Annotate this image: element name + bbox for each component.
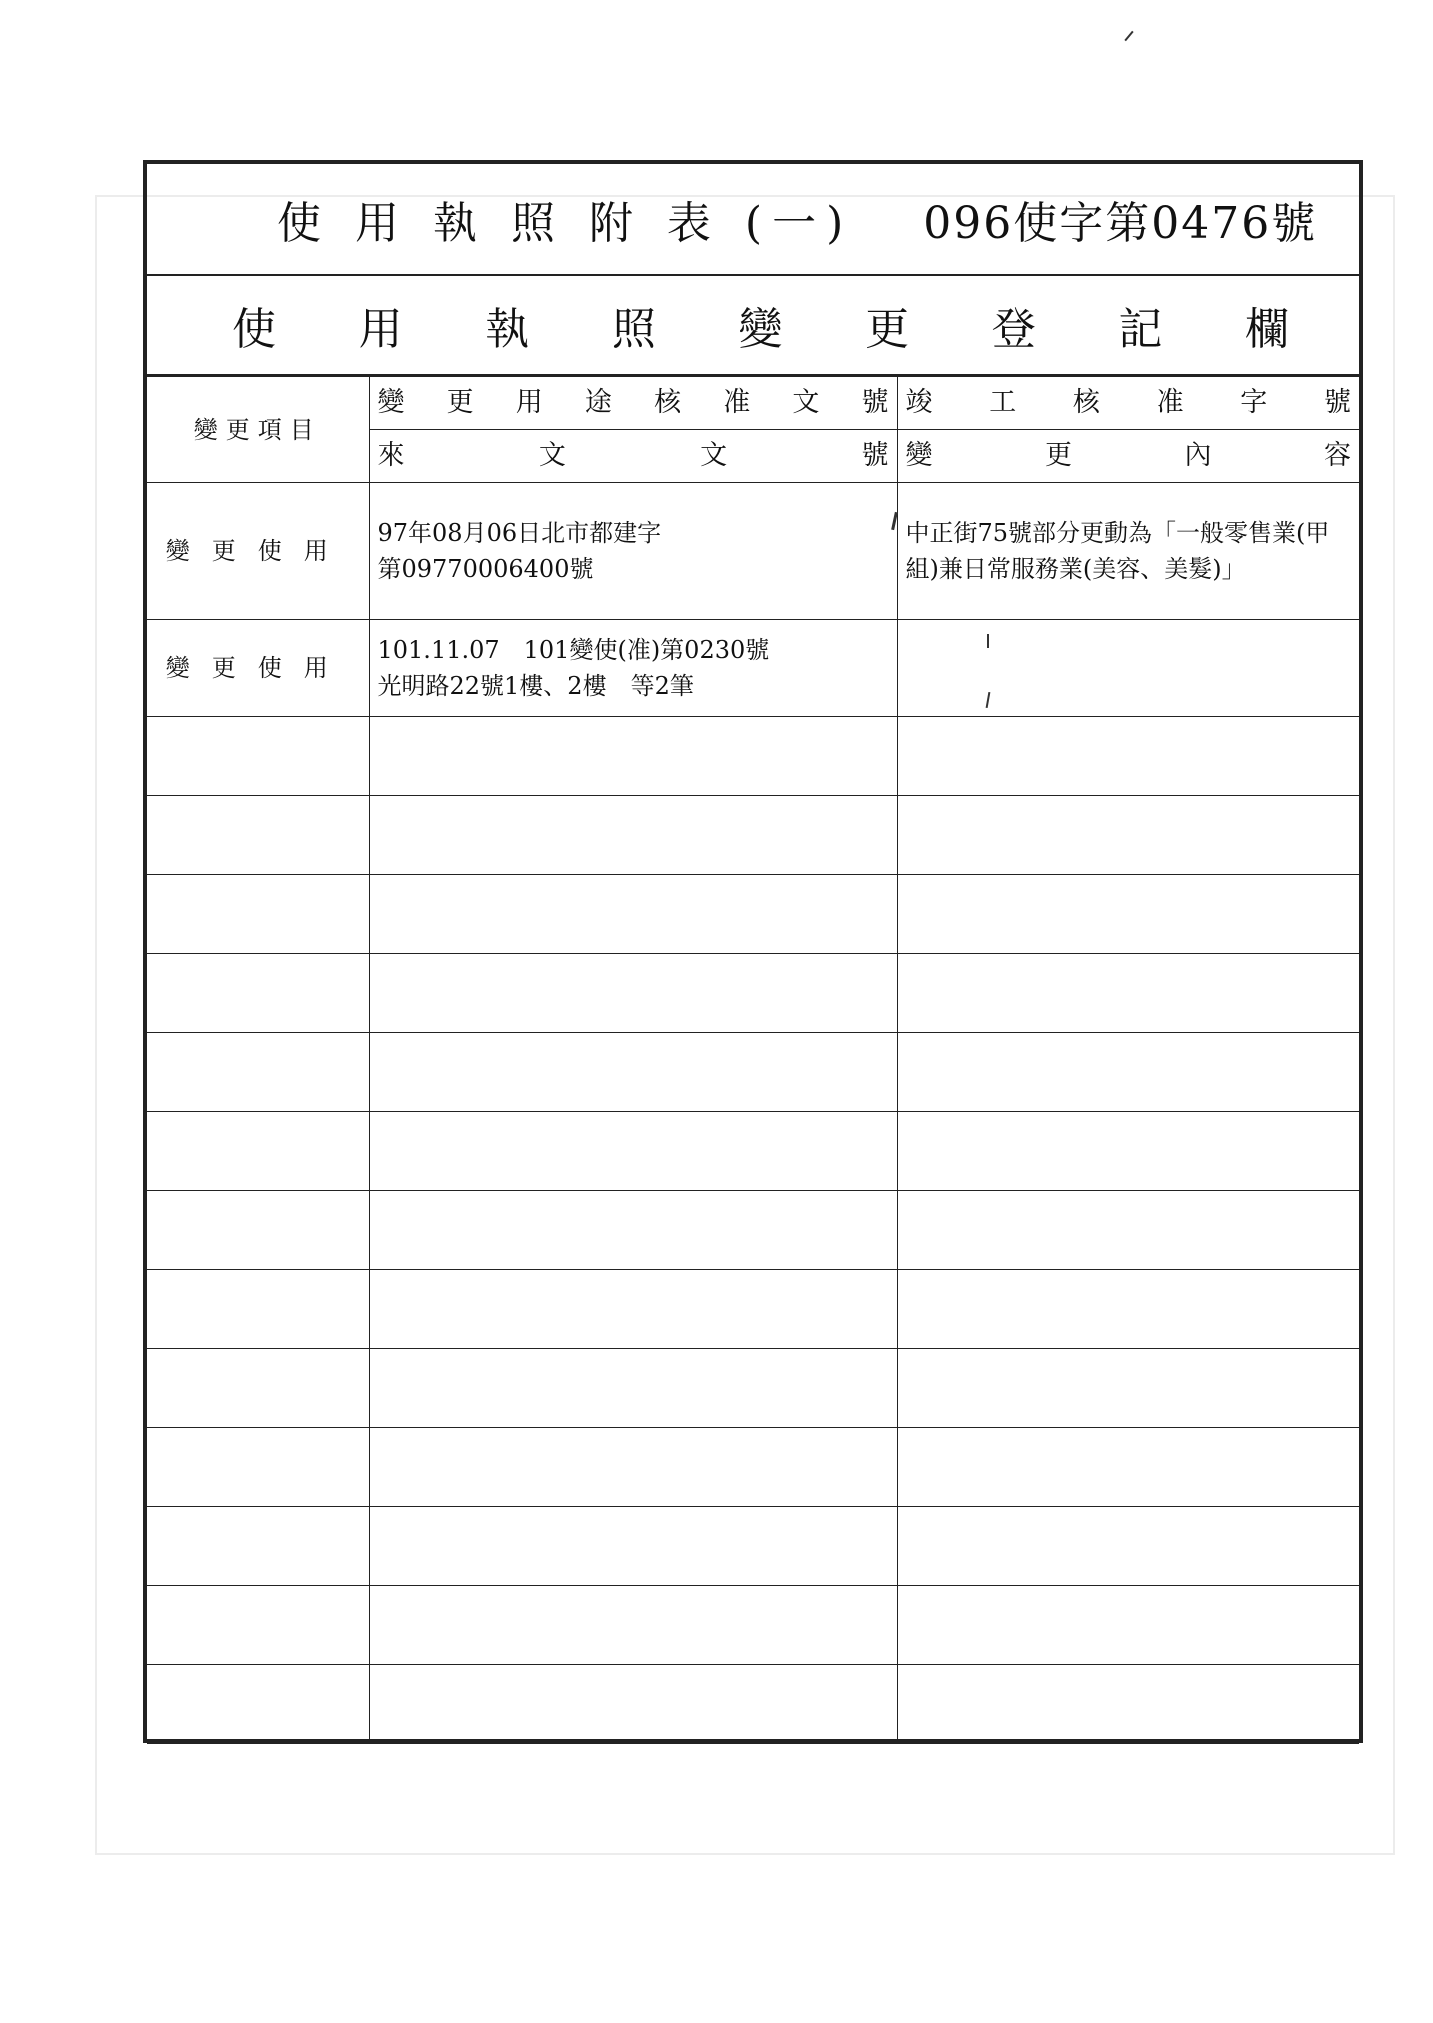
blank-cell: [369, 1507, 897, 1586]
blank-cell: [147, 954, 369, 1033]
header-char: 用: [515, 387, 543, 418]
record-document: [369, 620, 897, 717]
subtitle-char: 變: [738, 304, 783, 355]
header-char: 內: [1184, 440, 1212, 471]
subtitle-char: 用: [358, 304, 403, 355]
change-record-table: [147, 376, 1359, 1744]
blank-cell: [147, 1349, 369, 1428]
header-char: 更: [1045, 440, 1072, 471]
header-approval-no: [369, 377, 897, 430]
blank-cell: [147, 796, 369, 875]
blank-cell: [369, 1191, 897, 1270]
blank-cell: [369, 1270, 897, 1349]
blank-cell: [369, 875, 897, 954]
header-char: 文: [700, 440, 728, 471]
blank-row: [147, 1349, 1359, 1428]
header-char: 核: [654, 387, 682, 418]
blank-cell: [369, 954, 897, 1033]
blank-row: [147, 1191, 1359, 1270]
header-char: 字: [1240, 387, 1268, 418]
subtitle-char: 更: [865, 304, 910, 355]
blank-cell: [897, 1586, 1359, 1665]
header-char: 號: [861, 387, 889, 418]
form-title: 使 用 執 照 附 表 (一): [277, 198, 854, 249]
blank-cell: [369, 1033, 897, 1112]
subtitle-char: 欄: [1245, 304, 1289, 355]
blank-cell: [147, 1270, 369, 1349]
record-document: [369, 483, 897, 620]
doc-line: 101.11.07 101變使(准)第0230號: [377, 636, 770, 664]
blank-cell: [897, 1270, 1359, 1349]
blank-cell: [897, 1507, 1359, 1586]
blank-cell: [147, 1428, 369, 1507]
header-char: 文: [792, 387, 820, 418]
blank-cell: [897, 1428, 1359, 1507]
doc-line: 光明路22號1樓、2樓 等2筆: [377, 672, 694, 700]
blank-row: [147, 1507, 1359, 1586]
blank-row: [147, 1428, 1359, 1507]
header-char: 變: [377, 387, 405, 418]
header-char: 更: [446, 387, 474, 418]
header-row-1: [147, 377, 1359, 430]
blank-cell: [369, 1665, 897, 1744]
blank-cell: [897, 875, 1359, 954]
header-char: 核: [1072, 387, 1100, 418]
blank-cell: [897, 1033, 1359, 1112]
blank-row: [147, 1112, 1359, 1191]
blank-row: [147, 1033, 1359, 1112]
record-content: [897, 620, 1359, 717]
blank-cell: [147, 1033, 369, 1112]
blank-cell: [147, 1507, 369, 1586]
blank-row: [147, 1586, 1359, 1665]
header-char: 准: [1156, 387, 1184, 418]
blank-cell: [369, 1349, 897, 1428]
header-char: 號: [1323, 387, 1351, 418]
header-char: 容: [1324, 440, 1351, 471]
license-form: [143, 160, 1363, 1743]
blank-cell: [897, 1112, 1359, 1191]
blank-cell: [147, 1191, 369, 1270]
doc-line: 97年08月06日北市都建字: [377, 519, 662, 547]
header-char: 號: [861, 440, 889, 471]
subtitle-char: 記: [1118, 304, 1163, 355]
doc-line: 第09770006400號: [377, 555, 594, 583]
header-char: 工: [989, 387, 1017, 418]
blank-cell: [147, 1665, 369, 1744]
blank-row: [147, 796, 1359, 875]
header-char: 准: [723, 387, 751, 418]
blank-cell: [147, 1112, 369, 1191]
pen-mark: [987, 634, 989, 648]
record-item: 變更使用: [147, 620, 369, 717]
record-row: [147, 620, 1359, 717]
blank-cell: [897, 1349, 1359, 1428]
blank-cell: [369, 796, 897, 875]
blank-cell: [897, 954, 1359, 1033]
blank-cell: [897, 717, 1359, 796]
header-char: 來: [377, 440, 405, 471]
subtitle-char: 執: [485, 304, 530, 355]
license-number: 096使字第0476號: [923, 198, 1318, 249]
header-incoming-doc: [369, 430, 897, 483]
header-char: 變: [905, 440, 933, 471]
blank-row: [147, 954, 1359, 1033]
blank-row: [147, 717, 1359, 796]
blank-rows: [147, 717, 1359, 1744]
form-title-row: [147, 164, 1359, 276]
blank-cell: [897, 1191, 1359, 1270]
header-completion-no: [897, 377, 1359, 430]
record-item: 變更使用: [147, 483, 369, 620]
blank-row: [147, 875, 1359, 954]
blank-cell: [147, 717, 369, 796]
blank-cell: [369, 1586, 897, 1665]
blank-row: [147, 1270, 1359, 1349]
header-content: [897, 430, 1359, 483]
blank-cell: [369, 717, 897, 796]
subtitle-char: 登: [991, 304, 1036, 355]
header-char: 途: [584, 387, 612, 418]
blank-cell: [147, 1586, 369, 1665]
form-subtitle: [147, 276, 1359, 376]
subtitle-char: 使: [232, 304, 276, 355]
pen-mark: [1124, 31, 1133, 41]
blank-cell: [897, 1665, 1359, 1744]
blank-cell: [369, 1112, 897, 1191]
subtitle-char: 照: [611, 304, 656, 355]
blank-cell: [369, 1428, 897, 1507]
header-char: 竣: [905, 387, 933, 418]
blank-cell: [147, 875, 369, 954]
blank-row: [147, 1665, 1359, 1744]
record-content: 中正街75號部分更動為「一般零售業(甲組)兼日常服務業(美容、美髮)」: [897, 483, 1359, 620]
header-item: 變更項目: [147, 377, 369, 483]
blank-cell: [897, 796, 1359, 875]
header-char: 文: [538, 440, 566, 471]
record-row: [147, 483, 1359, 620]
